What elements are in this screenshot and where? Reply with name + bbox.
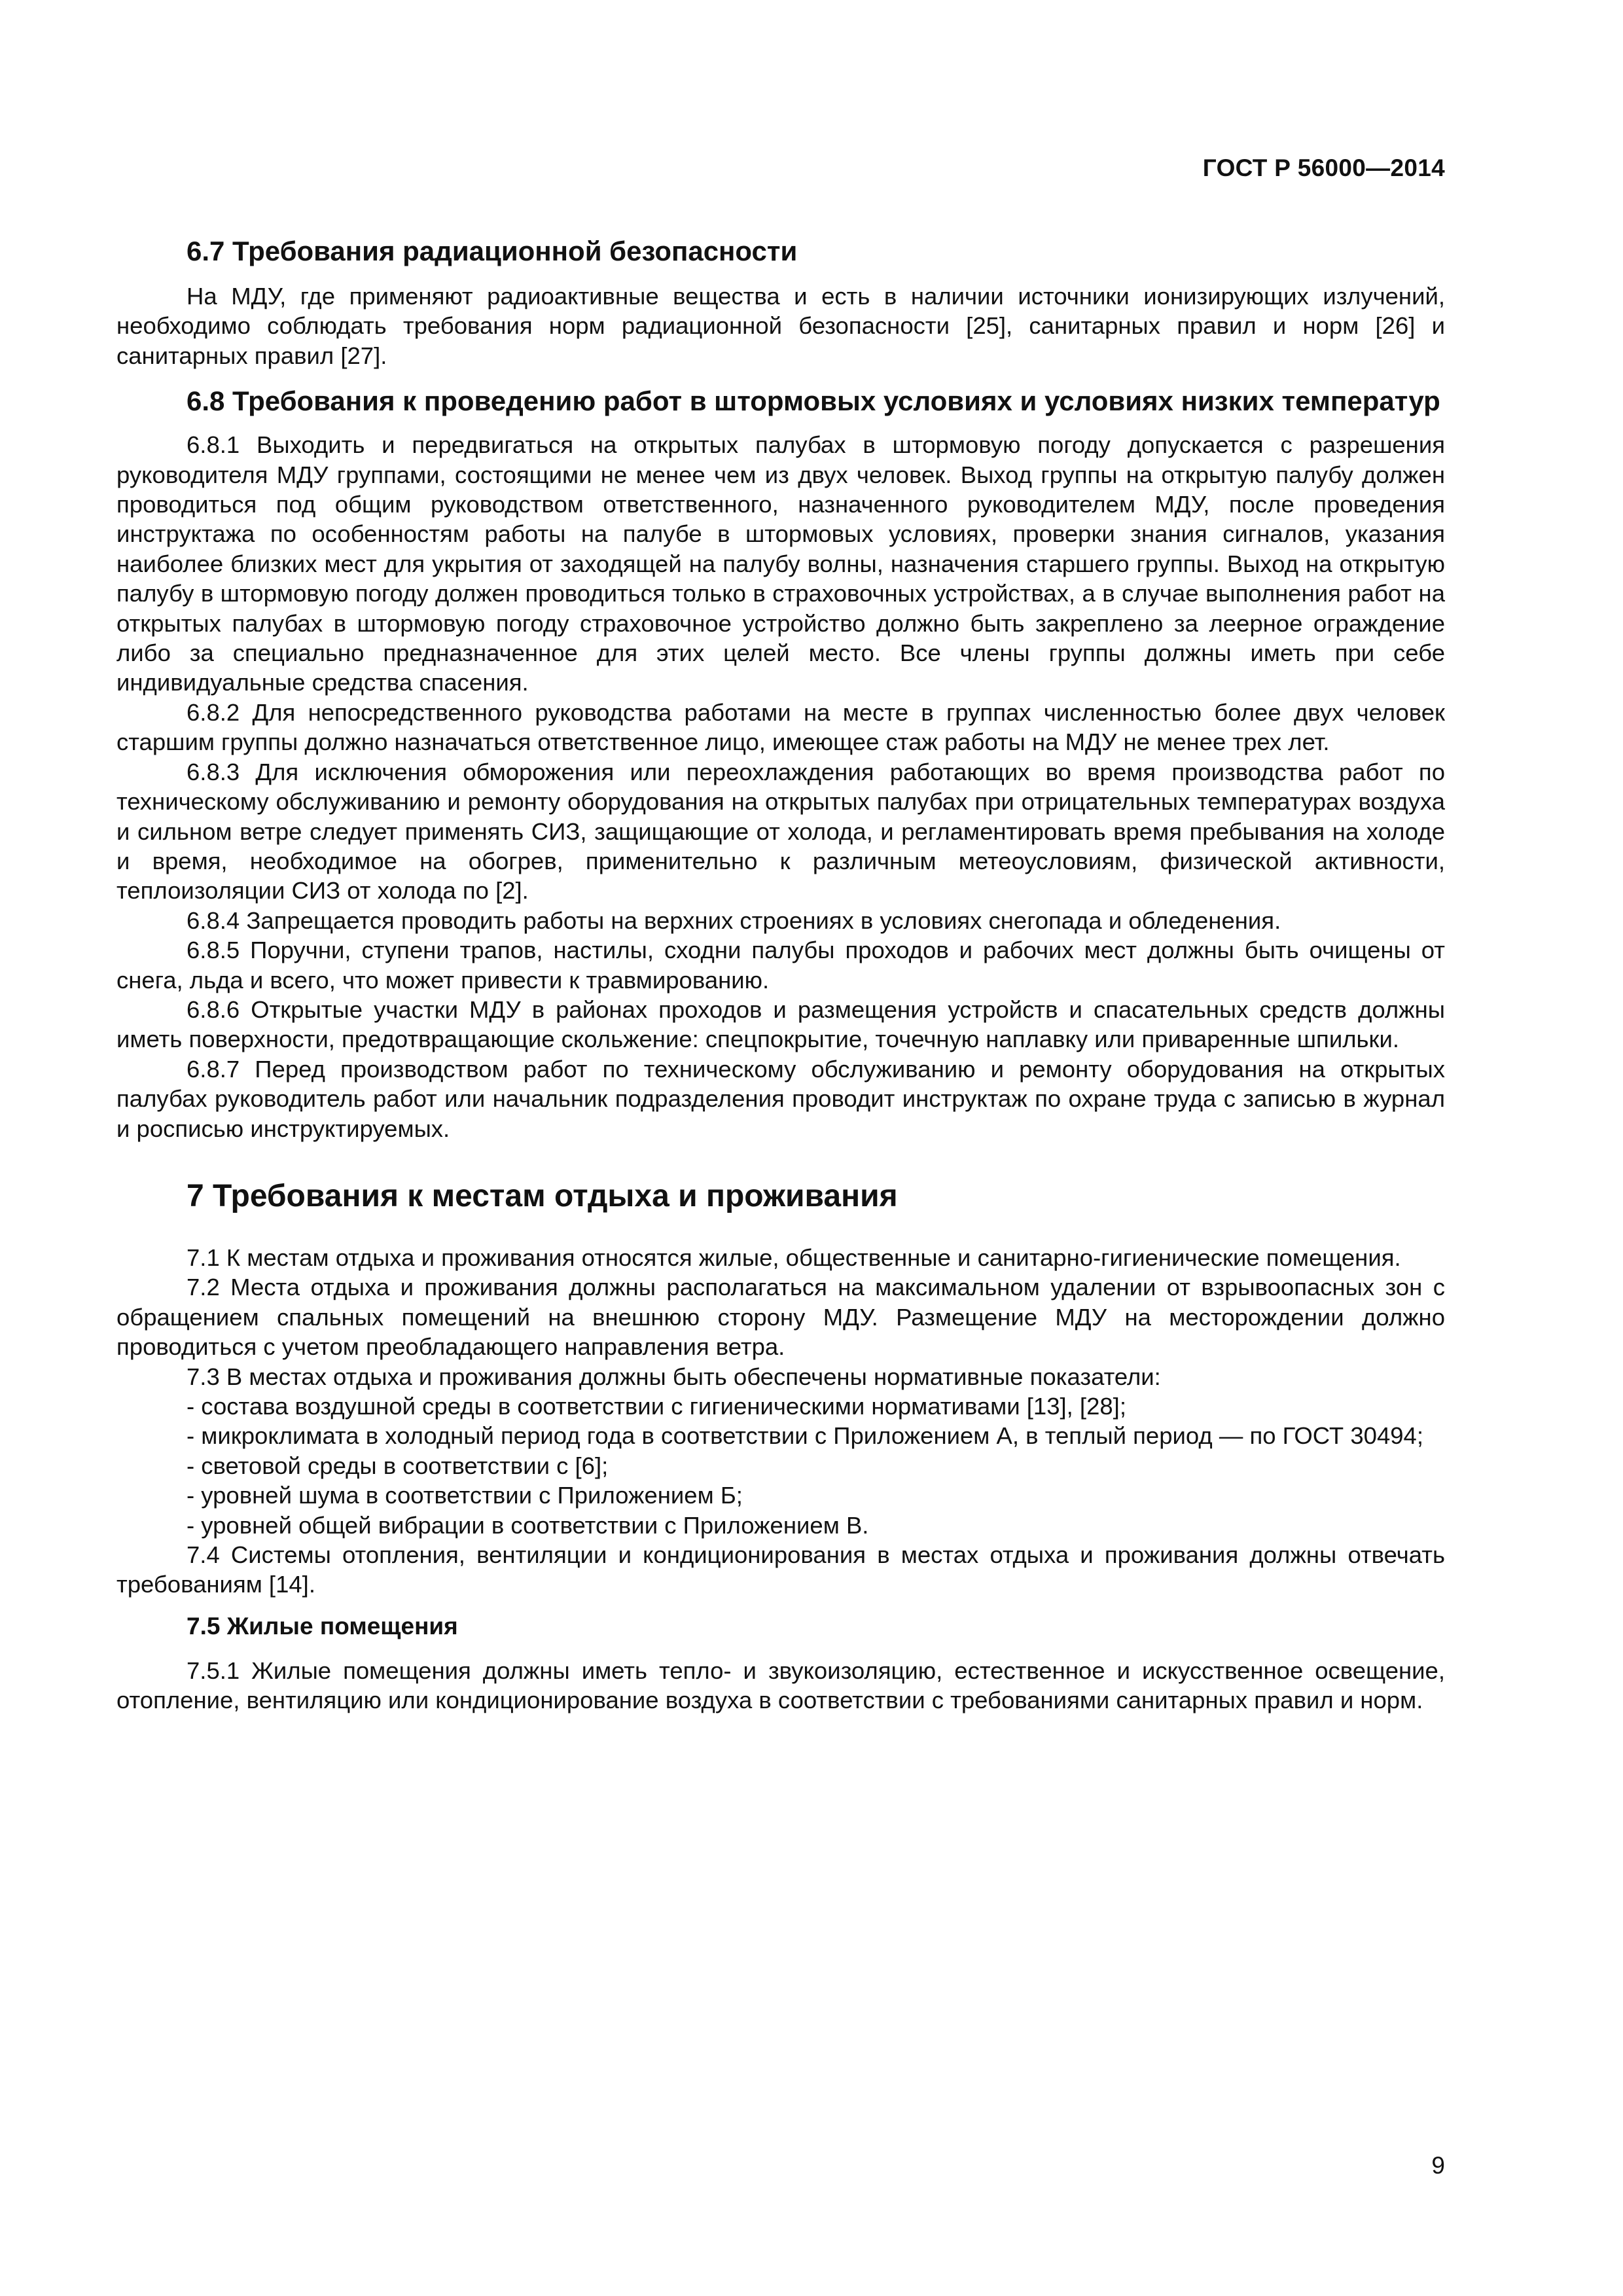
paragraph-7-2: 7.2 Места отдыха и проживания должны располагаться на максимальном удалении от взрывоопасных зон с обращением спальных помещений на внешнюю сторону МДУ. Размещение МДУ на месторождении должно проводиться с учетом преобладающего направления ветра. [116,1274,1445,1361]
list-item: - уровней шума в соответствии с Приложением Б; [187,1482,743,1509]
list-item: - состава воздушной среды в соответствии с гигиеническими нормативами [13], [28]; [187,1393,1126,1420]
section-7-5-heading: 7.5 Жилые помещения [187,1612,458,1640]
list-item: - световой среды в соответствии с [6]; [187,1452,609,1479]
paragraph-7-4: 7.4 Системы отопления, вентиляции и кондиционирования в местах отдыха и проживания должны отвечать требованиям [14]. [116,1541,1445,1598]
paragraph-6-8-1: 6.8.1 Выходить и передвигаться на открытых палубах в штормовую погоду допускается с разрешения руководителя МДУ группами, состоящими не менее чем из двух человек. Выход группы на открытую палубу должен проводиться под общим руководством ответственного, назначенного руководителем МДУ, после проведения инструктажа по особенностям работы на палубе в штормовых условиях, проверки знания сигналов, указания наиболее близких мест для укрытия от заходящей на палубу волны, назначения старшего группы. Выход на открытую палубу в штормовую погоду должен проводиться только в страховочных устройствах, а в случае выполнения работ на открытых палубах в штормовую погоду страховочное устройство должно быть закреплено за леерное ограждение либо за специально предназначенное для этих целей место. Все члены группы должны иметь при себе индивидуальные средства спасения. [116,431,1445,696]
paragraph-6-8-4: 6.8.4 Запрещается проводить работы на верхних строениях в условиях снегопада и обледенения. [187,906,1281,934]
paragraph-6-8-7: 6.8.7 Перед производством работ по техническому обслуживанию и ремонту оборудования на открытых палубах руководитель работ или начальник подразделения проводит инструктаж по охране труда с записью в журнал и росписью инструктируемых. [116,1055,1445,1142]
paragraph-6-7: На МДУ, где применяют радиоактивные вещества и есть в наличии источники ионизирующих излучений, необходимо соблюдать требования норм радиационной безопасности [25], санитарных правил и норм [26] и санитарных правил [27]. [116,283,1445,369]
paragraph-7-3: 7.3 В местах отдыха и проживания должны быть обеспечены нормативные показатели: [187,1363,1161,1390]
paragraph-6-8-2: 6.8.2 Для непосредственного руководства работами на месте в группах численностью более двух человек старшим группы должно назначаться ответственное лицо, имеющее стаж работы на МДУ не менее трех лет. [116,698,1445,756]
paragraph-7-1: 7.1 К местам отдыха и проживания относятся жилые, общественные и санитарно-гигиенические помещения. [187,1244,1401,1271]
document-body [116,234,1445,1715]
list-item: - уровней общей вибрации в соответствии с Приложением В. [187,1511,869,1539]
paragraph-7-5-1: 7.5.1 Жилые помещения должны иметь тепло- и звукоизоляцию, естественное и искусственное освещение, отопление, вентиляцию или кондиционирование воздуха в соответствии с требованиями санитарных правил и норм. [116,1657,1445,1714]
document-code: ГОСТ Р 56000—2014 [1202,154,1445,181]
list-item: - микроклимата в холодный период года в соответствии с Приложением А, в теплый период — по ГОСТ 30494; [187,1422,1423,1450]
page-number: 9 [1431,2152,1445,2179]
document-page [116,0,1445,2296]
section-6-7-heading: 6.7 Требования радиационной безопасности [187,236,798,266]
section-6-8-heading: 6.8 Требования к проведению работ в штормовых условиях и условиях низких температур [187,386,1440,417]
paragraph-6-8-6: 6.8.6 Открытые участки МДУ в районах проходов и размещения устройств и спасательных средств должны иметь поверхности, предотвращающие скольжение: спецпокрытие, точечную наплавку или приваренные шпильки. [116,996,1445,1053]
paragraph-6-8-3: 6.8.3 Для исключения обморожения или переохлаждения работающих во время производства работ по техническому обслуживанию и ремонту оборудования на открытых палубах при отрицательных температурах воздуха и сильном ветре следует применять СИЗ, защищающие от холода, и регламентировать время пребывания на холоде и время, необходимое на обогрев, применительно к различным метеоусловиям, физической активности, теплоизоляции СИЗ от холода по [2]. [116,758,1445,905]
paragraph-6-8-5: 6.8.5 Поручни, ступени трапов, настилы, сходни палубы проходов и рабочих мест должны быть очищены от снега, льда и всего, что может привести к травмированию. [116,937,1445,994]
section-7-heading: 7 Требования к местам отдыха и проживания [187,1178,898,1213]
